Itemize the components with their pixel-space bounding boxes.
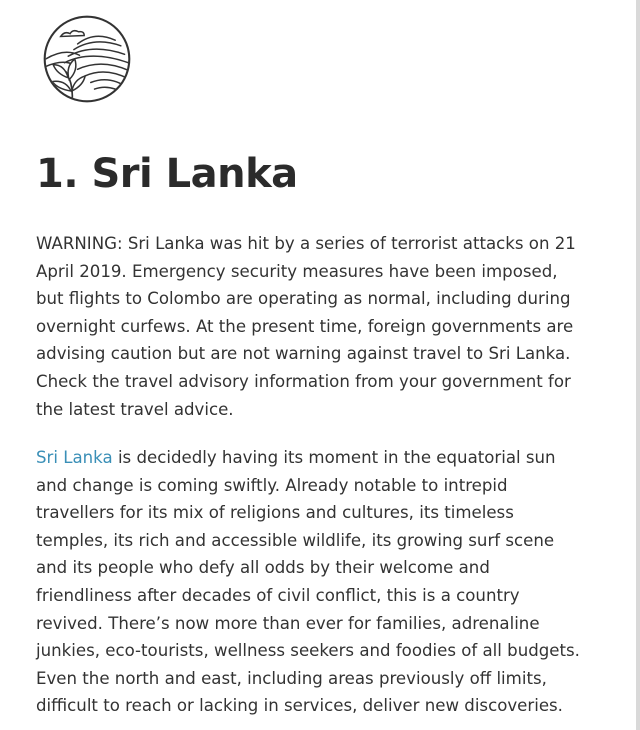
tea-plantation-logo-icon bbox=[40, 12, 134, 106]
description-line: and change is coming swiftly. Already notable to intrepid bbox=[36, 475, 508, 495]
description-first-line bbox=[36, 444, 596, 472]
article-title: 1. Sri Lanka bbox=[36, 151, 298, 197]
description-line: temples, its rich and accessible wildlife, its growing surf scene bbox=[36, 530, 555, 550]
description-line: junkies, eco-tourists, wellness seekers and foodies of all budgets. bbox=[36, 641, 580, 661]
page-edge-divider bbox=[636, 0, 640, 730]
sri-lanka-link[interactable]: Sri Lanka bbox=[36, 448, 113, 467]
description-line: revived. There’s now more than ever for families, adrenaline bbox=[36, 613, 540, 633]
description-first-line-text: is decidedly having its moment in the equatorial sun bbox=[112, 448, 556, 467]
description-line: difficult to reach or lacking in services, deliver new discoveries. bbox=[36, 696, 563, 716]
warning-line: advising caution but are not warning against travel to Sri Lanka. bbox=[36, 344, 571, 364]
description-line: and its people who defy all odds by their welcome and bbox=[36, 558, 490, 578]
travel-warning-paragraph bbox=[36, 230, 596, 423]
description-line: travellers for its mix of religions and cultures, its timeless bbox=[36, 503, 514, 523]
description-paragraph bbox=[36, 444, 596, 720]
description-line: Even the north and east, including areas previously off limits, bbox=[36, 668, 547, 688]
warning-line: Check the travel advisory information from your government for bbox=[36, 371, 571, 391]
warning-line: the latest travel advice. bbox=[36, 399, 234, 419]
warning-line: April 2019. Emergency security measures have been imposed, bbox=[36, 261, 558, 281]
warning-line: but flights to Colombo are operating as normal, including during bbox=[36, 289, 571, 309]
warning-line: overnight curfews. At the present time, foreign governments are bbox=[36, 316, 574, 336]
warning-line: WARNING: Sri Lanka was hit by a series of terrorist attacks on 21 bbox=[36, 234, 576, 253]
description-line: friendliness after decades of civil conflict, this is a country bbox=[36, 585, 520, 605]
tea-plantation-hills-logo-svg bbox=[40, 12, 134, 106]
